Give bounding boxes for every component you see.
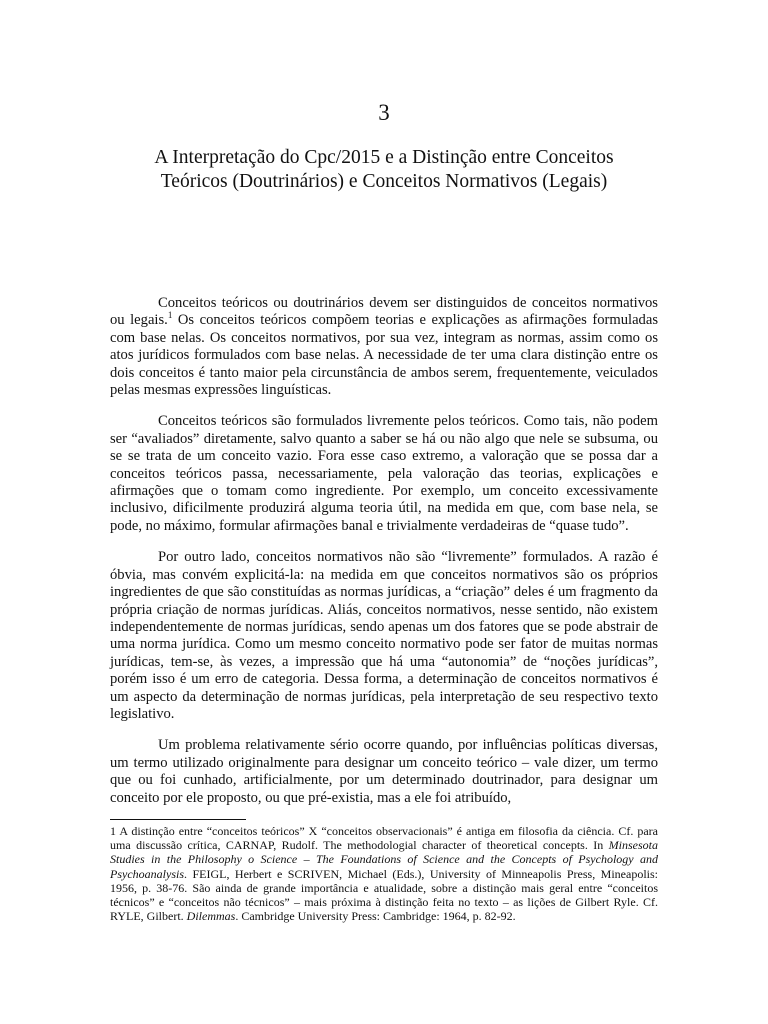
footnote-text-2: . FEIGL, Herbert e SCRIVEN, Michael (Eds.), University of Minneapolis Press, Mineapolis: 1956, p. 38-76. São ainda de grande importância e atualidade, sobre a distinção mais geral entre “conceitos técnicos” e “conceitos não técnicos” – mais próxima à distinção feita no texto – as lições de Gilbert Ryle. Cf. RYLE, Gilbert. (110, 866, 658, 924)
footnote-text-1: 1 A distinção entre “conceitos teóricos” X “conceitos observacionais” é antiga em filosofia da ciência. Cf. para uma discussão crítica, CARNAP, Rudolf. The methodologial character of theoretical concepts. In (110, 824, 658, 853)
footnote-italic-dilemmas: Dilemmas (186, 909, 236, 924)
paragraph-1 (110, 295, 658, 399)
paragraph-4: Um problema relativamente sério ocorre quando, por influências políticas diversas, um termo utilizado originalmente para designar um conceito teórico – vale dizer, um termo que ou foi cunhado, artificialmente, por um determinado doutrinador, para designar um conceito por ele proposto, ou que pré-existia, mas a ele foi atribuído, (110, 737, 658, 806)
chapter-number: 3 (378, 100, 390, 125)
chapter-title-line-2: Teóricos (Doutrinários) e Conceitos Normativos (Legais) (160, 171, 608, 192)
footnote-reference[interactable]: 1 (167, 310, 173, 321)
chapter-title-line-1: A Interpretação do Cpc/2015 e a Distinção entre Conceitos (154, 147, 614, 168)
footnote-divider (110, 819, 246, 820)
footnote-text-3: . Cambridge University Press: Cambridge: 1964, p. 82-92. (235, 909, 516, 924)
body-text (110, 295, 658, 807)
paragraph-3: Por outro lado, conceitos normativos não são “livremente” formulados. A razão é óbvia, mas convém explicitá-la: na medida em que conceitos normativos são os próprios ingredientes de que são constituídas as normas jurídicas, a “criação” deles é um fragmento da própria criação de normas jurídicas. Aliás, conceitos normativos, nesse sentido, não existem independentemente de normas jurídicas, sendo apenas um dos fatores que se pode abstrair de uma norma jurídica. Como um mesmo conceito normativo pode ser fator de muitas normas jurídicas, tem-se, às vezes, a impressão que há uma “autonomia” de “noções jurídicas”, porém isso é um erro de categoria. Dessa forma, a determinação de conceitos normativos é um aspecto da determinação de normas jurídicas, pela interpretação de seu respectivo texto legislativo. (110, 549, 658, 722)
footnote-1 (110, 824, 658, 923)
paragraph-2: Conceitos teóricos são formulados livremente pelos teóricos. Como tais, não podem ser “avaliados” diretamente, salvo quanto a saber se há ou não algo que nele se subsuma, ou se se trata de um conceito vazio. Fora esse caso extremo, a valoração que se possa dar a conceitos teóricos passa, necessariamente, pela valoração das teorias, explicações e afirmações que o tomam como ingrediente. Por exemplo, um conceito excessivamente inclusivo, dificilmente produzirá alguma teoria útil, na medida em que, com base nela, se pode, no máximo, formular afirmações banal e trivialmente verdadeiras de “quase tudo”. (110, 413, 658, 534)
paragraph-1-part-b: Os conceitos teóricos compõem teorias e explicações as afirmações formuladas com base nelas. Os conceitos normativos, por sua vez, integram as normas, assim como os atos jurídicos formulados com base nelas. A necessidade de ter uma clara distinção entre os dois conceitos é tanto maior pela circunstância de ambos serem, frequentemente, veiculados pelas mesmas expressões linguísticas. (110, 312, 658, 399)
footnote-italic-title: Minsesota Studies in the Philosophy o Science – The Foundations of Science and the Concepts of Psychology and Psychoanalysis (110, 838, 658, 881)
chapter-title (100, 146, 668, 194)
paragraph-1-part-a: Conceitos teóricos ou doutrinários devem ser distinguidos de conceitos normativos ou legais. (110, 295, 658, 329)
